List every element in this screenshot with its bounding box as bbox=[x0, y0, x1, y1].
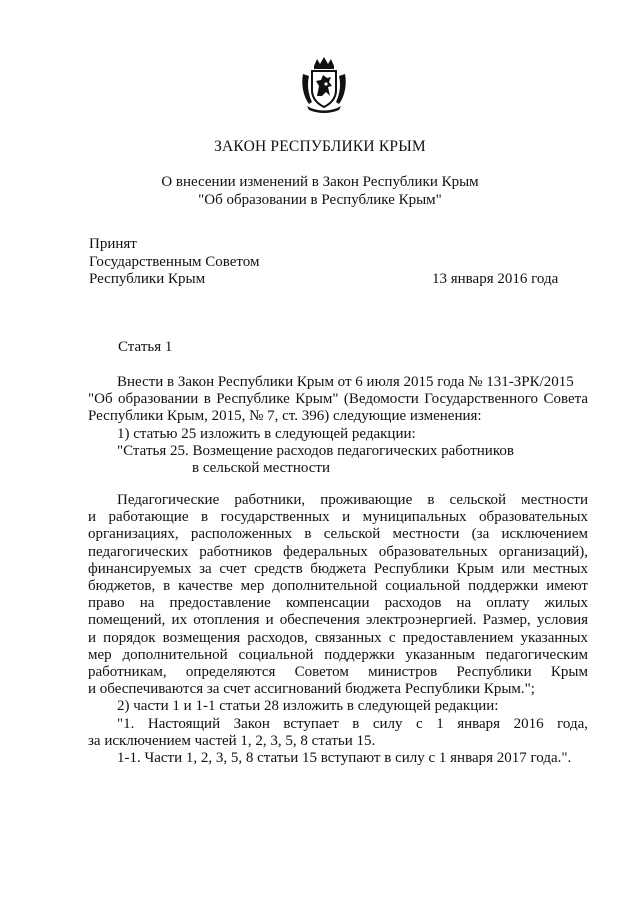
adoption-line: Государственным Советом bbox=[89, 253, 260, 270]
text-line: и обеспечиваются за счет ассигнований бюджета Республики Крым."; bbox=[88, 681, 535, 698]
article-heading: Статья 1 bbox=[118, 339, 173, 355]
text-line: за исключением частей 1, 2, 3, 5, 8 статьи 15. bbox=[88, 732, 376, 749]
text-line: мер дополнительной социальной поддержки указанным педагогическим bbox=[88, 646, 588, 663]
subtitle-line: О внесении изменений в Закон Республики Крым bbox=[161, 174, 479, 190]
adoption-block bbox=[89, 236, 260, 289]
article-25-text bbox=[88, 492, 588, 767]
text-line: Педагогические работники, проживающие в сельской местности bbox=[117, 492, 588, 508]
text-line: и работающие в государственных и муниципальных образовательных bbox=[88, 509, 588, 526]
text-line: 1-1. Части 1, 2, 3, 5, 8 статьи 15 вступают в силу с 1 января 2017 года.". bbox=[117, 750, 572, 767]
text-line: работникам, определяются Советом министров Республики Крым bbox=[88, 664, 588, 681]
text-line: бюджетов, в качестве мер дополнительной социальной поддержки имеют bbox=[88, 578, 588, 595]
text-line: "1. Настоящий Закон вступает в силу с 1 января 2016 года, bbox=[117, 715, 588, 732]
text-line: финансируемых за счет средств бюджета Республики Крым или местных bbox=[88, 560, 588, 577]
text-line: организациях, расположенных в сельской местности (за исключением bbox=[88, 526, 588, 543]
text-line: право на предоставление компенсации расходов на оплату жилых bbox=[88, 595, 588, 612]
crimea-coat-of-arms-icon bbox=[299, 56, 349, 114]
text-line: Республики Крым, 2015, № 7, ст. 396) следующие изменения: bbox=[88, 408, 482, 425]
subtitle-line: "Об образовании в Республике Крым" bbox=[198, 192, 442, 208]
text-line: педагогических работников федеральных образовательных организаций), bbox=[88, 543, 588, 560]
text-line: 1) статью 25 изложить в следующей редакции: bbox=[117, 425, 416, 442]
adoption-line: Республики Крым bbox=[89, 271, 206, 287]
article-intro bbox=[88, 374, 588, 477]
text-line: и порядок возмещения расходов, связанных с предоставлением указанных bbox=[88, 629, 588, 646]
adoption-line: Принят bbox=[89, 236, 137, 252]
adoption-date: 13 января 2016 года bbox=[432, 271, 559, 287]
text-line: помещений, их отопления и обеспечения электроэнергией. Размер, условия bbox=[88, 612, 588, 629]
text-line: 2) части 1 и 1-1 статьи 28 изложить в следующей редакции: bbox=[117, 698, 499, 715]
text-line: в сельской местности bbox=[192, 460, 330, 477]
law-title: ЗАКОН РЕСПУБЛИКИ КРЫМ bbox=[214, 138, 426, 155]
text-line: "Об образовании в Республике Крым" (Ведомости Государственного Совета bbox=[88, 391, 588, 408]
text-line: Внести в Закон Республики Крым от 6 июля 2015 года № 131-ЗРК/2015 bbox=[117, 374, 574, 390]
text-line: "Статья 25. Возмещение расходов педагогических работников bbox=[117, 442, 514, 459]
law-subtitle bbox=[0, 173, 640, 209]
